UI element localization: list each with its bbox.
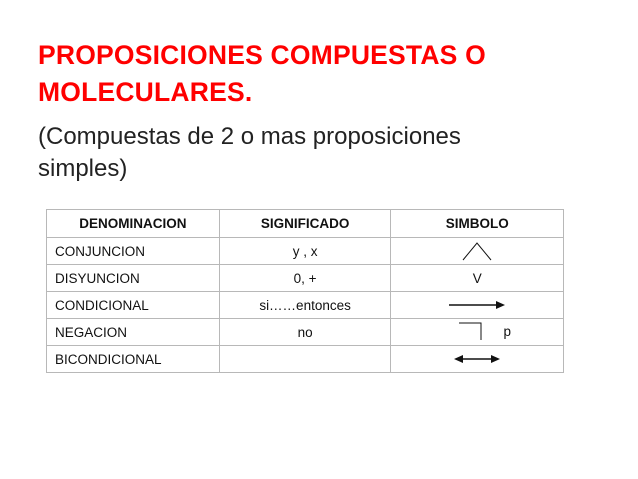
- slide-subtitle: [38, 121, 598, 185]
- row-meaning: y , x: [219, 238, 391, 265]
- table-row: [47, 319, 564, 346]
- table-row: [47, 292, 564, 319]
- row-symbol: [391, 319, 564, 346]
- double-arrow-icon: [452, 351, 502, 367]
- vee-icon: V: [472, 270, 482, 286]
- table-row: [47, 265, 564, 292]
- row-meaning: [219, 346, 391, 373]
- table-header-row: [47, 210, 564, 238]
- slide-title: [38, 37, 618, 111]
- row-name: DISYUNCION: [47, 265, 220, 292]
- row-name: CONDICIONAL: [47, 292, 220, 319]
- slide-title-line-2: MOLECULARES.: [38, 77, 253, 107]
- slide-subtitle-line-2: simples): [38, 155, 128, 182]
- row-meaning: si……entonces: [219, 292, 391, 319]
- table-row: [47, 346, 564, 373]
- header-simbolo: SIMBOLO: [391, 210, 564, 238]
- table-row: [47, 238, 564, 265]
- wedge-icon: [460, 240, 494, 262]
- negation-icon: [457, 320, 485, 342]
- row-meaning: no: [219, 319, 391, 346]
- header-denominacion: DENOMINACION: [47, 210, 220, 238]
- row-symbol: [391, 346, 564, 373]
- row-symbol: [391, 238, 564, 265]
- slide-subtitle-line-1: (Compuestas de 2 o mas proposiciones: [38, 123, 461, 150]
- right-arrow-icon: [447, 297, 507, 313]
- connectives-table: [46, 209, 564, 373]
- header-significado: SIGNIFICADO: [219, 210, 391, 238]
- row-name: CONJUNCION: [47, 238, 220, 265]
- row-name: BICONDICIONAL: [47, 346, 220, 373]
- negation-variable: p: [503, 324, 511, 339]
- row-symbol: [391, 265, 564, 292]
- row-symbol: [391, 292, 564, 319]
- row-name: NEGACION: [47, 319, 220, 346]
- row-meaning: 0, +: [219, 265, 391, 292]
- slide-title-line-1: PROPOSICIONES COMPUESTAS O: [38, 40, 486, 70]
